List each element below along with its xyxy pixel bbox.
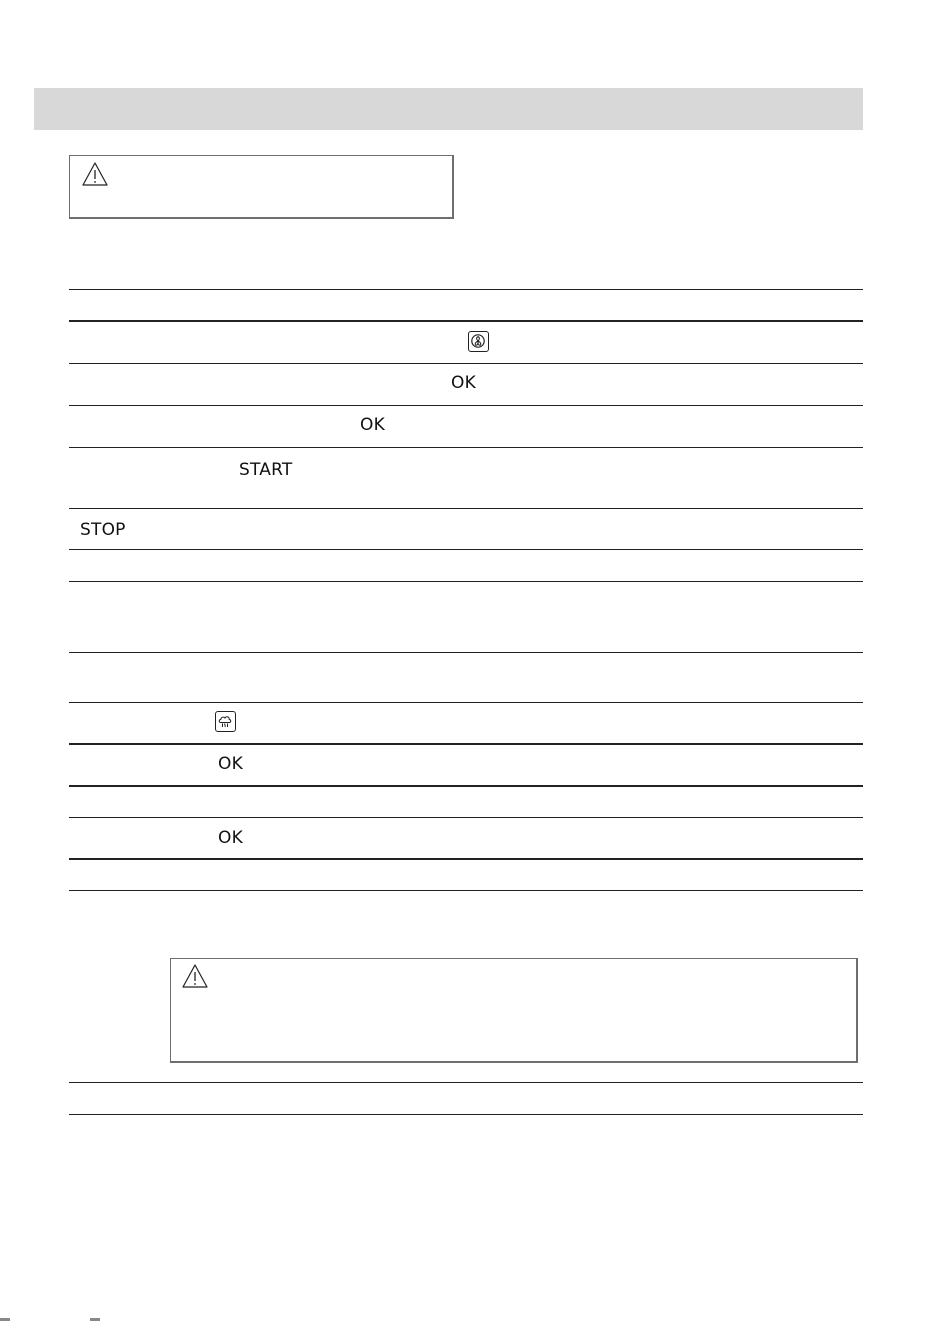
warning-triangle-icon [182,964,208,988]
table-rule [69,1082,863,1083]
table-rule [69,549,863,550]
table-rule [69,405,863,406]
warning-triangle-icon [82,162,108,186]
table-rule [69,289,863,290]
start-key-label: START [239,460,293,480]
warning-box-bottom [170,958,858,1063]
table-rule [69,581,863,582]
table-rule [69,508,863,509]
section-header-bar [34,88,863,130]
footer-mark [90,1318,100,1321]
ok-key-label: OK [218,828,243,848]
table-rule [69,652,863,653]
ok-key-label: OK [451,373,476,393]
table-rule [69,1114,863,1115]
table-rule [69,447,863,448]
table-rule [69,743,863,745]
table-rule [69,817,863,818]
footer-mark [0,1318,10,1321]
table-rule [69,858,863,860]
table-rule [69,702,863,703]
table-rule [69,890,863,891]
ok-key-label: OK [218,754,243,774]
stop-key-label: STOP [80,520,126,540]
table-rule [69,785,863,787]
table-rule [69,363,863,364]
table-rule [69,320,863,322]
ok-key-label: OK [360,415,385,435]
steam-button-icon [215,711,236,732]
warning-box-top [69,155,454,219]
fan-button-icon [468,331,489,352]
